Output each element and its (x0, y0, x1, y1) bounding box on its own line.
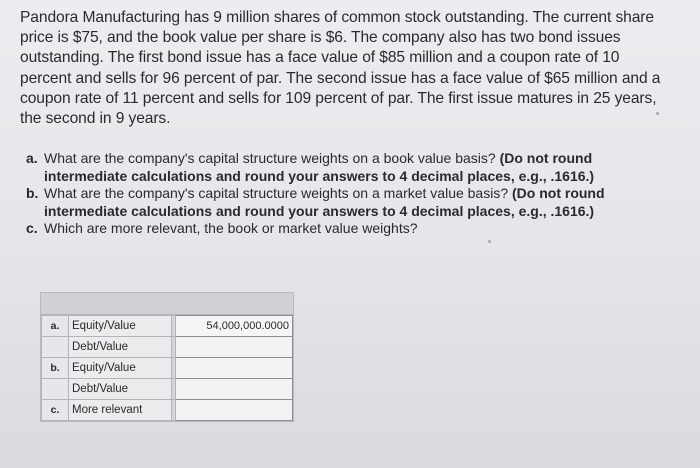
row-label: Debt/Value (69, 337, 172, 358)
answer-input-c-relevant[interactable] (176, 400, 293, 421)
question-a-text: What are the company's capital structure weights on a book value basis? (44, 150, 496, 166)
question-list (26, 150, 676, 238)
row-label: More relevant (69, 400, 172, 421)
question-a-hint: (Do not round intermediate calculations and round your answers to 4 decimal places, e.g., .1616.) (44, 150, 595, 184)
question-c-marker: c. (26, 220, 38, 236)
part-label: b. (42, 358, 69, 379)
answer-input-a-debt[interactable] (176, 337, 293, 358)
row-label: Equity/Value (69, 358, 172, 379)
problem-statement (20, 8, 670, 129)
answer-grid (41, 315, 293, 421)
screen-speck (488, 240, 491, 243)
question-b-marker: b. (26, 185, 39, 201)
answer-input-b-debt[interactable] (176, 379, 293, 400)
table-row (42, 358, 293, 379)
answer-table-header (41, 293, 293, 315)
screen-speck (656, 112, 659, 115)
part-label: c. (42, 400, 69, 421)
question-c-text: Which are more relevant, the book or market value weights? (44, 220, 418, 236)
table-row (42, 379, 293, 400)
row-label: Debt/Value (69, 379, 172, 400)
answer-table (40, 292, 294, 422)
table-row (42, 316, 293, 337)
answer-input-b-equity[interactable] (176, 358, 293, 379)
question-b-hint: (Do not round intermediate calculations and round your answers to 4 decimal places, e.g., .1616.) (44, 185, 605, 219)
answer-input-a-equity[interactable]: 54,000,000.0000 (176, 316, 293, 337)
part-label (42, 379, 69, 400)
question-b-text: What are the company's capital structure weights on a market value basis? (44, 185, 509, 201)
part-label (42, 337, 69, 358)
table-row (42, 400, 293, 421)
question-a (26, 150, 676, 185)
row-label: Equity/Value (69, 316, 172, 337)
part-label: a. (42, 316, 69, 337)
problem-paragraph: Pandora Manufacturing has 9 million shares of common stock outstanding. The current share price is $75, and the book value per share is $6. The company also has two bond issues outstanding. The first bond issue has a face value of $85 million and a coupon rate of 10 percent and sells for 96 percent of par. The second issue has a face value of $65 million and a coupon rate of 11 percent and sells for 109 percent of par. The first issue matures in 25 years, the second in 9 years. (20, 9, 661, 128)
question-b (26, 185, 676, 220)
question-c (26, 220, 676, 238)
table-row (42, 337, 293, 358)
question-a-marker: a. (26, 150, 38, 166)
